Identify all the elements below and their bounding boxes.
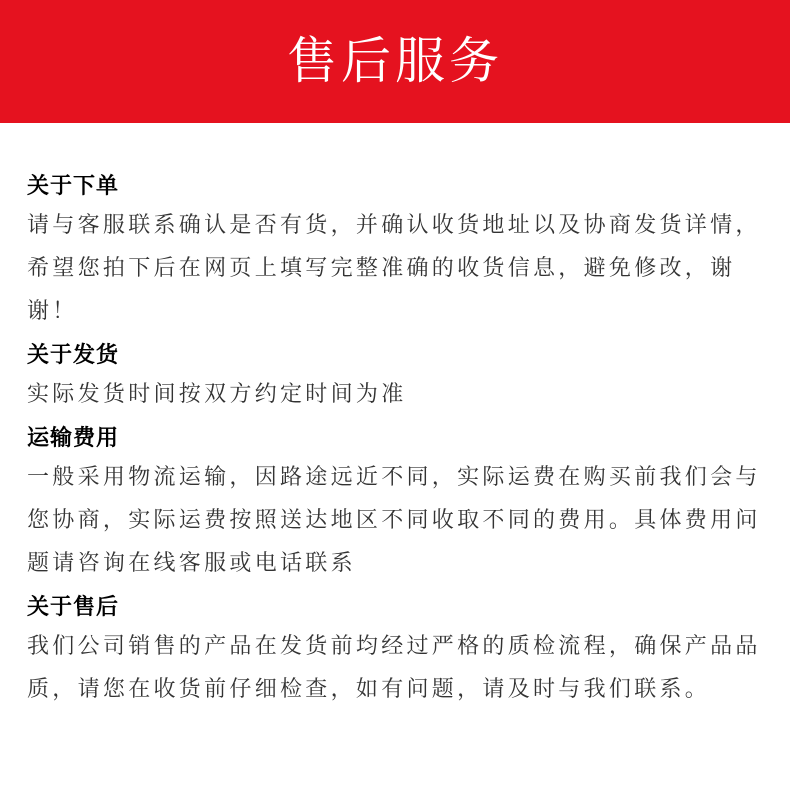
section-heading: 关于售后 [27, 595, 120, 620]
section-body: 实际发货时间按双方约定时间为准 [27, 382, 407, 407]
section-heading: 关于下单 [27, 174, 120, 199]
section-body: 我们公司销售的产品在发货前均经过严格的质检流程，确保产品品质，请您在收货前仔细检查，如有问题，请及时与我们联系。 [27, 634, 761, 702]
section-order [27, 170, 763, 333]
content [0, 123, 790, 711]
section-after-sales [27, 591, 763, 711]
header-banner [0, 0, 790, 123]
section-heading: 关于发货 [27, 343, 120, 368]
section-heading: 运输费用 [27, 426, 120, 451]
section-body: 一般采用物流运输，因路途远近不同，实际运费在购买前我们会与您协商，实际运费按照送达地区不同收取不同的费用。具体费用问题请咨询在线客服或电话联系 [27, 465, 761, 576]
section-shipping [27, 339, 763, 416]
page-title: 售后服务 [287, 31, 503, 90]
section-freight [27, 422, 763, 585]
section-body: 请与客服联系确认是否有货，并确认收货地址以及协商发货详情，希望您拍下后在网页上填写完整准确的收货信息，避免修改，谢谢！ [27, 213, 761, 324]
